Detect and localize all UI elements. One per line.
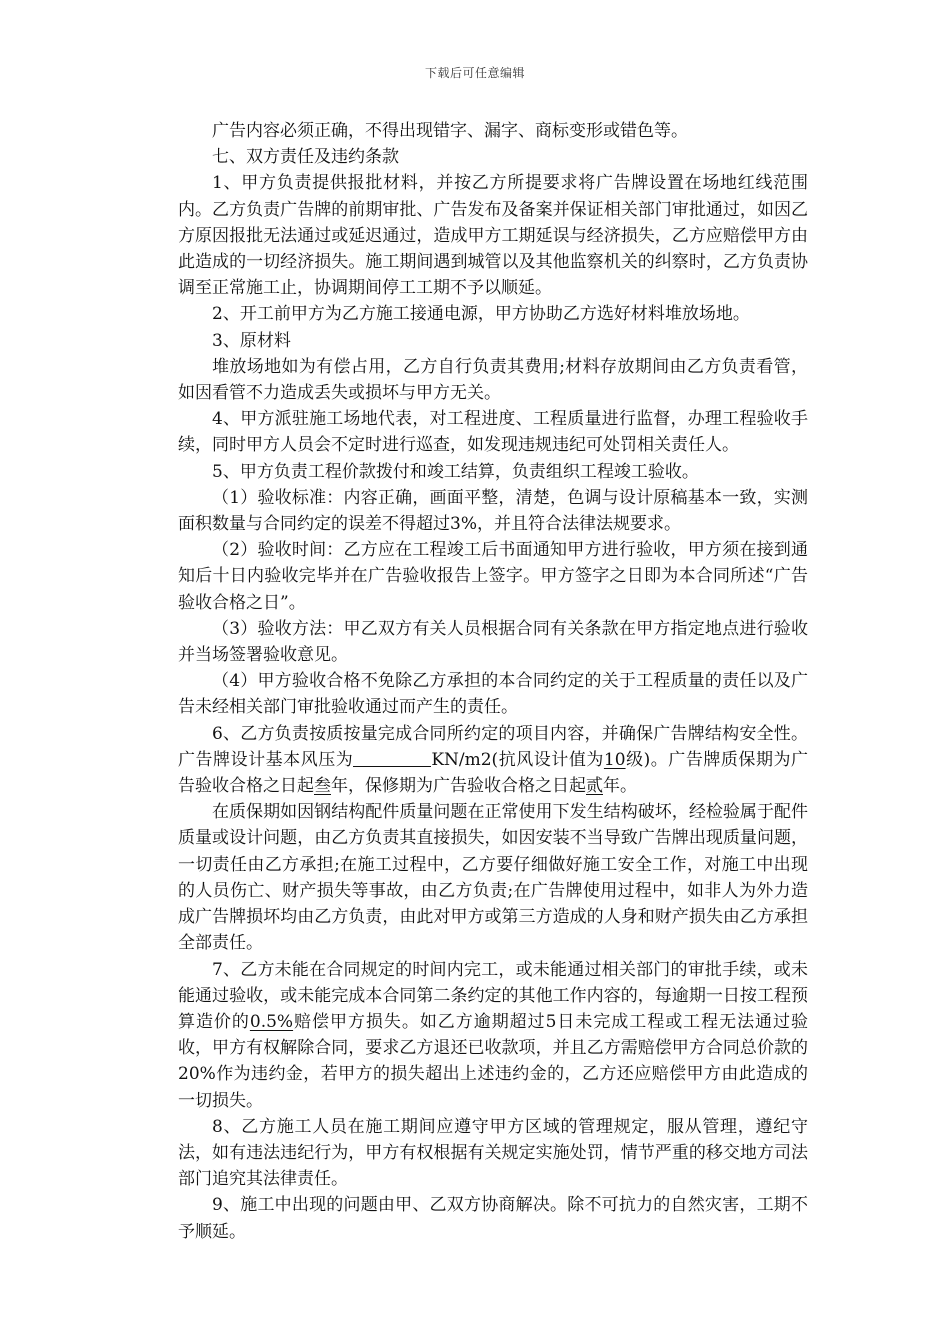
paragraph-ad-content: 广告内容必须正确，不得出现错字、漏字、商标变形或错色等。 bbox=[212, 121, 688, 141]
clause-9: 9、施工中出现的问题由甲、乙双方协商解决。除不可抗力的自然灾害，工期不予顺延。 bbox=[178, 1195, 808, 1242]
penalty-rate-value: 0.5% bbox=[249, 1011, 294, 1032]
warranty-years-value: 叁 bbox=[314, 776, 331, 797]
wind-pressure-blank bbox=[353, 748, 431, 767]
clause-5: 5、甲方负责工程价款拨付和竣工结算，负责组织工程竣工验收。 bbox=[212, 461, 699, 482]
clause-6-text-f: 年，保修期为广告验收合格之日起 bbox=[331, 776, 586, 797]
clause-7-text-a: 7、乙方未能在合同规定的时间内完工，或未能通过相关部门的审批手续，或未能通过验收，或未能完成本合同第二条约定的其他工作内容的，每逾期一日按工程预算造价的 bbox=[178, 959, 808, 1032]
clause-4: 4、甲方派驻施工场地代表，对工程进度、工程质量进行监督，办理工程验收手续，同时甲方人员会不定时进行巡查，如发现违规违纪可处罚相关责任人。 bbox=[178, 409, 808, 456]
clause-6-text-a: 6、乙方负责按质按量完成合同所约定的项目内容，并确保广告牌结构安全性。广告牌设计基本风压为 bbox=[178, 723, 808, 770]
clause-8: 8、乙方施工人员在施工期间应遵守甲方区域的管理规定，服从管理，遵纪守法，如有违法违纪行为，甲方有权根据有关规定实施处罚，情节严重的移交地方司法部门追究其法律责任。 bbox=[178, 1116, 808, 1190]
clause-6 bbox=[178, 721, 808, 800]
clause-2: 2、开工前甲方为乙方施工接通电源，甲方协助乙方选好材料堆放场地。 bbox=[212, 304, 750, 325]
clause-7-text-c: 赔偿甲方损失。如乙方逾期超过5日未完成工程或工程无法通过验收，甲方有权解除合同，要求乙方退还已收款项，并且乙方需赔偿甲方合同总价款的20%作为违约金，若甲方的损失超出上述违约金的，乙方还应赔偿甲方由此造成的一切损失。 bbox=[178, 1011, 808, 1111]
clause-3-body: 堆放场地如为有偿占用，乙方自行负责其费用;材料存放期间由乙方负责看管，如因看管不力造成丢失或损坏与甲方无关。 bbox=[178, 356, 808, 404]
clause-6-text-b: KN/m2(抗风设计值为 bbox=[431, 749, 604, 770]
clause-7 bbox=[178, 957, 808, 1114]
clause-3-heading: 3、原材料 bbox=[212, 330, 291, 351]
wind-grade-value: 10 bbox=[603, 749, 626, 770]
clause-6-warranty-detail: 在质保期如因钢结构配件质量问题在正常使用下发生结构破坏，经检验属于配件质量或设计问题，由乙方负责其直接损失，如因安装不当导致广告牌出现质量问题，一切责任由乙方承担;在施工过程中，乙方要仔细做好施工安全工作，对施工中出现的人员伤亡、财产损失等事故，由乙方负责;在广告牌使用过程中，如非人为外力造成广告牌损坏均由乙方负责，由此对甲方或第三方造成的人身和财产损失由乙方承担全部责任。 bbox=[178, 802, 808, 954]
clause-6-text-d: 级)。广告牌质保期为广告验收合格之日起 bbox=[178, 749, 809, 797]
document-body bbox=[178, 118, 808, 1245]
page-header-note: 下载后可任意编辑 bbox=[424, 66, 525, 80]
clause-1: 1、甲方负责提供报批材料，并按乙方所提要求将广告牌设置在场地红线范围内。乙方负责广告牌的前期审批、广告发布及备案并保证相关部门审批通过，如因乙方原因报批无法通过或延迟通过，造成甲方工期延误与经济损失，乙方应赔偿甲方由此造成的一切经济损失。施工期间遇到城管以及其他监察机关的纠察时，乙方负责协调至正常施工止，协调期间停工工期不予以顺延。 bbox=[178, 173, 808, 299]
maintenance-years-value: 贰 bbox=[586, 776, 603, 797]
clause-6-text-h: 年。 bbox=[603, 776, 637, 797]
clause-5-item-1: （1）验收标准：内容正确，画面平整，清楚，色调与设计原稿基本一致，实测面积数量与合同约定的误差不得超过3%，并且符合法律法规要求。 bbox=[178, 487, 808, 535]
clause-5-item-2: （2）验收时间：乙方应在工程竣工后书面通知甲方进行验收，甲方须在接到通知后十日内验收完毕并在广告验收报告上签字。甲方签字之日即为本合同所述“广告验收合格之日”。 bbox=[178, 540, 808, 613]
section-heading-responsibilities: 七、双方责任及违约条款 bbox=[212, 147, 399, 168]
clause-5-item-3: （3）验收方法：甲乙双方有关人员根据合同有关条款在甲方指定地点进行验收并当场签署验收意见。 bbox=[178, 618, 808, 666]
clause-5-item-4: （4）甲方验收合格不免除乙方承担的本合同约定的关于工程质量的责任以及广告未经相关部门审批验收通过而产生的责任。 bbox=[178, 671, 808, 718]
